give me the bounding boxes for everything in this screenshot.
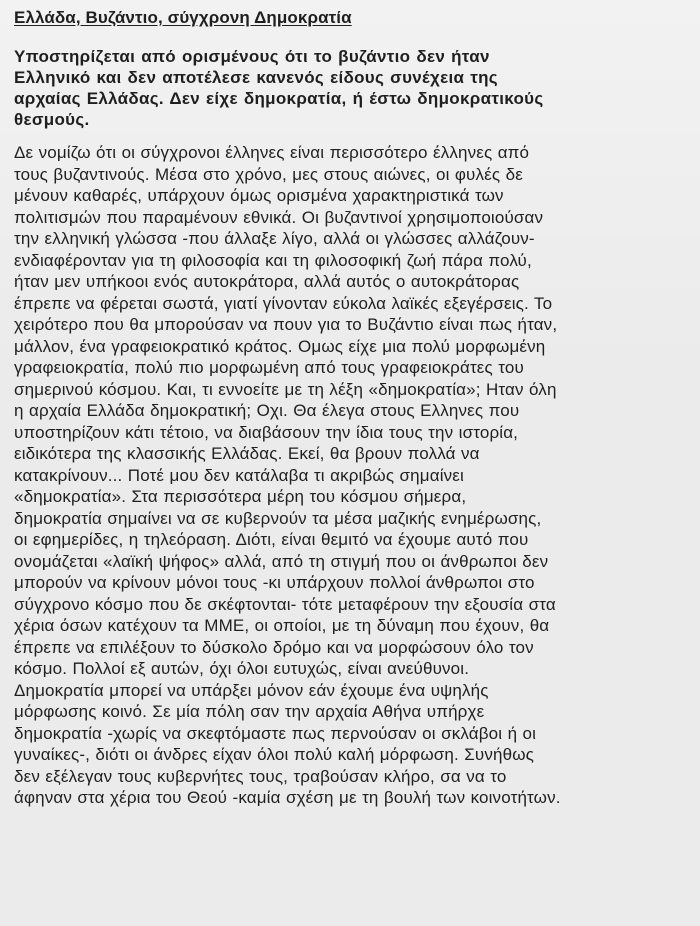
body-line: χειρότερο που θα μπορούσαν να πουν για το Βυζάντιο είναι πως ήταν, — [14, 315, 558, 334]
body-line: έπρεπε να επιλέξουν το δύσκολο δρόμο και να μορφώσουν όλο τον — [14, 637, 534, 657]
body-line: δημοκρατία -χωρίς να σκεφτόμαστε πως περνούσαν οι σκλάβοι ή οι — [14, 723, 537, 743]
body-line: «δημοκρατία». Στα περισσότερα μέρη του κόσμου σήμερα, — [14, 487, 467, 506]
body-line: ειδικότερα της κλασσικής Ελλάδας. Εκεί, θα βρουν πολλά να — [14, 444, 480, 463]
body-line: άφηναν στα χέρια του Θεού -καμία σχέση με τη βουλή των κοινοτήτων. — [14, 788, 561, 807]
body-line: σύγχρονο κόσμο που δε σκέφτονται- τότε μεταφέρουν την εξουσία στα — [14, 594, 556, 614]
body-line: πολιτισμών που παραμένουν εθνικά. Οι βυζαντινοί χρησιμοποιούσαν — [14, 207, 544, 227]
body-line: Δε νομίζω ότι οι σύγχρονοι έλληνες είναι περισσότερο έλληνες από — [14, 143, 530, 162]
body-line: ήταν μεν υπήκοοι ενός αυτοκράτορα, αλλά αυτός ο αυτοκράτορας — [14, 272, 520, 291]
subtitle-line: Υποστηρίζεται από ορισμένους ότι το βυζάντιο δεν ήταν — [14, 47, 490, 66]
body-line: δεν εξέλεγαν τους κυβερνήτες τους, τραβούσαν κλήρο, σα να το — [14, 766, 507, 786]
body-line: σημερινού κόσμου. Και, τι εννοείτε με τη λέξη «δημοκρατία»; Ηταν όλη — [14, 379, 557, 399]
body-line: μένουν καθαρές, υπάρχουν όμως ορισμένα χαρακτηριστικά των — [14, 186, 504, 205]
body-line: γραφειοκρατία, πολύ πιο μορφωμένη από τους γραφειοκράτες του — [14, 358, 524, 377]
subtitle-line: θεσμούς. — [14, 110, 90, 129]
body-line: τους βυζαντινούς. Μέσα στο χρόνο, μες στους αιώνες, οι φυλές δε — [14, 164, 523, 184]
document-subtitle — [14, 46, 686, 130]
subtitle-line: Ελληνικό και δεν αποτέλεσε κανενός είδους συνέχεια της — [14, 68, 498, 87]
body-line: η αρχαία Ελλάδα δημοκρατική; Οχι. Θα έλεγα στους Ελληνες που — [14, 401, 520, 420]
body-line: δημοκρατία σημαίνει να σε κυβερνούν τα μέσα μαζικής ενημέρωσης, — [14, 508, 542, 528]
body-line: έπρεπε να φέρεται σωστά, γιατί γίνονταν εύκολα λαϊκές εξεγέρσεις. Το — [14, 293, 553, 313]
body-line: μπορούν να κρίνουν μόνοι τους -κι υπάρχουν πολλοί άνθρωποι στο — [14, 573, 535, 592]
body-line: υποστηρίζουν κάτι τέτοιο, να διαβάσουν την ίδια τους την ιστορία, — [14, 422, 519, 442]
body-line: Δημοκρατία μπορεί να υπάρξει μόνον εάν έχουμε ένα υψηλής — [14, 680, 489, 700]
body-line: την ελληνική γλώσσα -που άλλαξε λίγο, αλλά οι γλώσσες αλλάζουν- — [14, 229, 535, 248]
body-line: ονομάζεται «λαϊκή ψήφος» αλλά, από τη στιγμή που οι άνθρωποι δεν — [14, 551, 549, 571]
subtitle-line: αρχαίας Ελλάδας. Δεν είχε δημοκρατία, ή έστω δημοκρατικούς — [14, 89, 544, 108]
document-body — [14, 142, 686, 809]
body-line: κόσμο. Πολλοί εξ αυτών, όχι όλοι ευτυχώς, είναι ανεύθυνοι. — [14, 659, 470, 678]
body-line: μάλλον, ένα γραφειοκρατικό κράτος. Ομως είχε μια πολύ μορφωμένη — [14, 336, 546, 356]
body-line: χέρια όσων κατέχουν τα ΜΜΕ, οι οποίοι, με τη δύναμη που έχουν, θα — [14, 616, 550, 635]
body-line: μόρφωσης κοινό. Σε μία πόλη σαν την αρχαία Αθήνα υπήρχε — [14, 702, 485, 721]
body-line: ενδιαφέρονταν για τη φιλοσοφία και τη φιλοσοφική ζωή πάρα πολύ, — [14, 250, 532, 270]
body-line: κατακρίνουν... Ποτέ μου δεν κατάλαβα τι ακριβώς σημαίνει — [14, 465, 464, 485]
body-line: γυναίκες-, διότι οι άνδρες είχαν όλοι πολύ καλή μόρφωση. Συνήθως — [14, 745, 534, 764]
body-line: οι εφημερίδες, η τηλεόραση. Διότι, είναι θεμιτό να έχουμε αυτό που — [14, 530, 529, 549]
document-title: Ελλάδα, Βυζάντιο, σύγχρονη Δημοκρατία — [14, 8, 352, 27]
